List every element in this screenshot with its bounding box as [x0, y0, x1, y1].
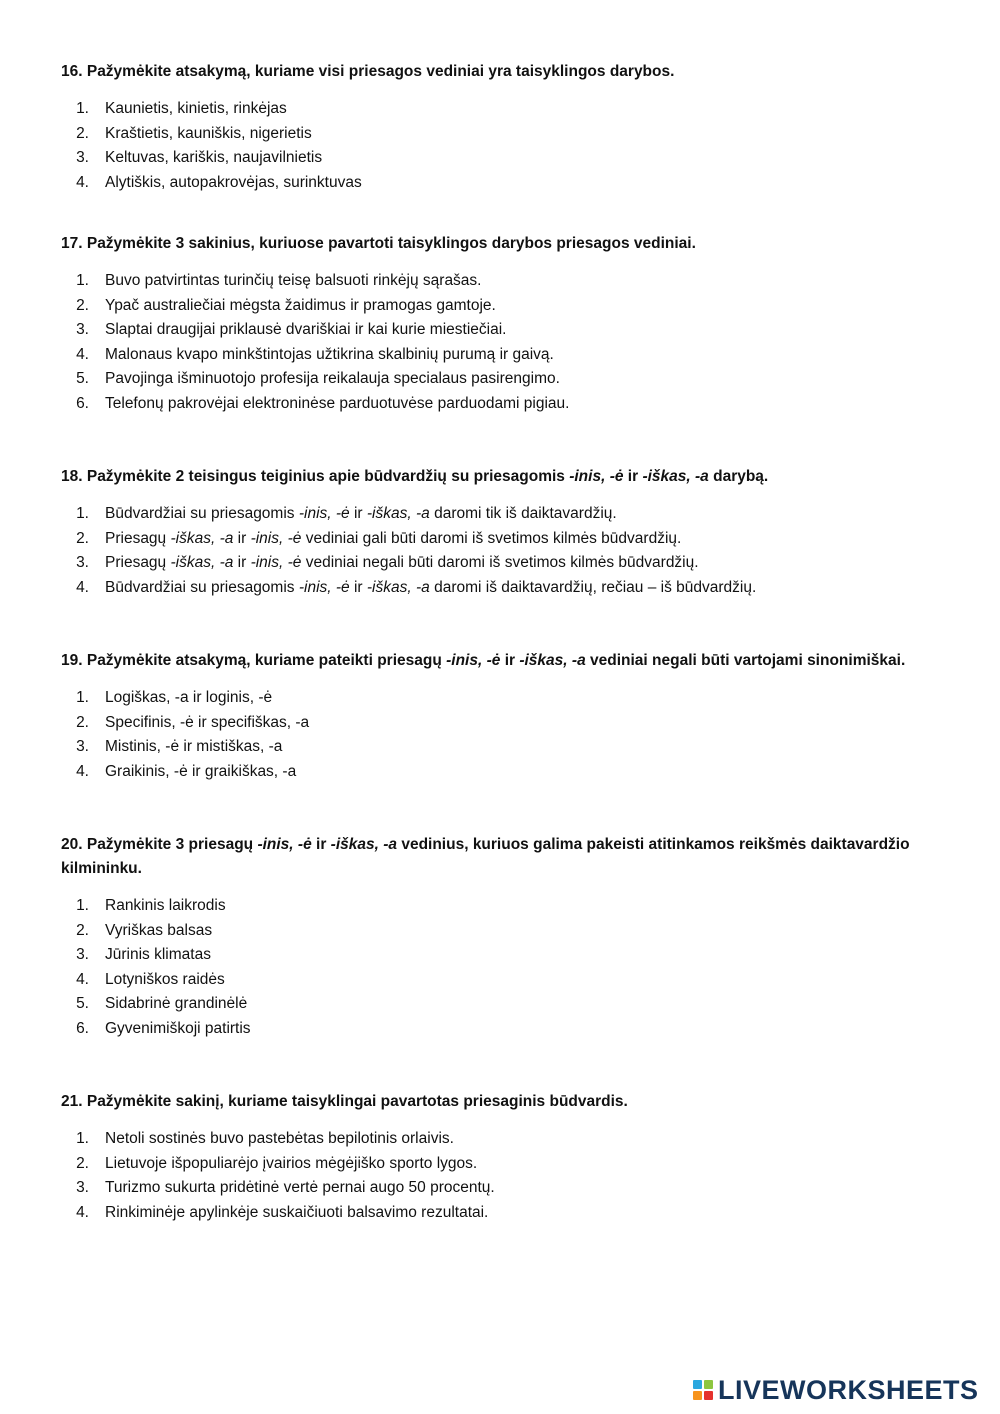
text-segment: Būdvardžiai su priesagomis [105, 578, 299, 596]
text-segment: Lotyniškos raidės [105, 970, 225, 988]
italic-suffix-text: -inis, -ė [257, 836, 312, 853]
italic-suffix-text: -iškas, -a [642, 468, 709, 485]
option-number: 5. [76, 370, 89, 387]
text-segment: vediniai negali būti vartojami sinonimiškai. [585, 652, 906, 669]
text-segment: Būdvardžiai su priesagomis [105, 505, 299, 522]
text-segment: ir [233, 554, 251, 571]
text-segment: ir [500, 652, 520, 669]
logo-square-i [704, 1380, 713, 1389]
option-text [105, 760, 296, 785]
option-number: 1. [76, 272, 89, 289]
liveworksheets-logo-icon [693, 1380, 713, 1400]
text-segment: daromi iš daiktavardžių, rečiau – iš būdvardžių. [429, 578, 757, 596]
option-text [105, 343, 554, 368]
option-text [105, 269, 482, 294]
text-segment: Netoli sostinės buvo pastebėtas bepilotinis orlaivis. [105, 1130, 454, 1147]
italic-suffix-text: -iškas, -a [330, 836, 398, 853]
answer-option[interactable] [61, 294, 951, 319]
option-text [105, 146, 322, 171]
question-title [61, 833, 951, 881]
text-segment: Kraštietis, kauniškis, nigerietis [105, 124, 312, 142]
text-segment: Priesagų [105, 554, 171, 571]
option-number: 4. [76, 762, 89, 780]
text-segment: Vyriškas balsas [105, 921, 213, 939]
option-text [105, 318, 506, 343]
text-segment: ir [311, 836, 331, 853]
text-segment: Priesagų [105, 529, 171, 547]
logo-square-e [704, 1391, 713, 1400]
logo-square-l [693, 1380, 702, 1389]
option-number: 2. [76, 124, 89, 142]
text-segment: Buvo patvirtintas turinčių teisę balsuoti rinkėjų sąrašas. [105, 272, 482, 289]
text-segment: 21. Pažymėkite sakinį, kuriame taisyklingai pavartotas priesaginis būdvardis. [61, 1093, 628, 1110]
italic-suffix-text: -inis, -ė [446, 652, 501, 669]
text-segment: Slaptai draugijai priklausė dvariškiai ir kai kurie miestiečiai. [105, 321, 507, 338]
option-number: 2. [76, 296, 89, 314]
option-text [105, 1017, 251, 1042]
option-number: 1. [76, 897, 89, 914]
option-text [105, 1201, 488, 1226]
text-segment: Lietuvoje išpopuliarėjo įvairios mėgėjiško sporto lygos. [105, 1154, 478, 1172]
answer-option[interactable] [61, 711, 951, 736]
text-segment: 17. Pažymėkite 3 sakinius, kuriuose pavartoti taisyklingos darybos priesagos vediniai. [61, 235, 696, 252]
question-19 [61, 649, 951, 784]
option-number: 4. [76, 1203, 89, 1221]
text-segment: darybą. [708, 468, 769, 485]
text-segment: 20. Pažymėkite 3 priesagų [61, 836, 258, 853]
option-number: 6. [76, 394, 89, 412]
text-segment: Kaunietis, kinietis, rinkėjas [105, 100, 287, 117]
option-number: 3. [76, 946, 89, 963]
text-segment: daromi tik iš daiktavardžių. [429, 505, 617, 522]
text-segment: Pavojinga išminuotojo profesija reikalauja specialaus pasirengimo. [105, 370, 560, 387]
worksheet-page [61, 60, 951, 1225]
answer-option[interactable] [61, 97, 951, 122]
question-title [61, 232, 951, 256]
answer-option[interactable] [61, 502, 951, 527]
italic-suffix-text: -iškas, -a [366, 505, 430, 522]
answer-option[interactable] [61, 943, 951, 968]
option-number: 5. [76, 995, 89, 1012]
answer-option[interactable] [61, 760, 951, 785]
option-number: 3. [76, 738, 89, 755]
question-18 [61, 465, 951, 600]
option-number: 6. [76, 1019, 89, 1037]
logo-square-v [693, 1391, 702, 1400]
text-segment: Graikinis, -ė ir graikiškas, -a [105, 762, 297, 780]
option-text [105, 392, 569, 417]
question-title [61, 60, 951, 84]
answer-option[interactable] [61, 576, 951, 601]
option-text [105, 894, 226, 919]
logo-text: LIVEWORKSHEETS [718, 1375, 979, 1405]
option-number: 2. [76, 529, 89, 547]
answer-option[interactable] [61, 894, 951, 919]
question-20 [61, 833, 951, 1041]
options-list [61, 502, 951, 600]
option-text [105, 502, 617, 527]
option-text [105, 1127, 454, 1152]
answer-option[interactable] [61, 919, 951, 944]
option-number: 3. [76, 1179, 89, 1196]
italic-suffix-text: -iškas, -a [519, 652, 586, 669]
answer-option[interactable] [61, 1201, 951, 1226]
option-number: 4. [76, 345, 89, 363]
answer-option[interactable] [61, 968, 951, 993]
text-segment: ir [349, 505, 367, 522]
option-number: 1. [76, 100, 89, 117]
question-title [61, 1090, 951, 1114]
text-segment: ir [233, 529, 251, 547]
italic-suffix-text: -iškas, -a [170, 529, 234, 547]
text-segment: Alytiškis, autopakrovėjas, surinktuvas [105, 173, 362, 191]
option-text [105, 527, 681, 552]
option-text [105, 1176, 495, 1201]
option-text [105, 97, 287, 122]
liveworksheets-logo[interactable] [693, 1376, 979, 1404]
text-segment: Rankinis laikrodis [105, 897, 226, 914]
text-segment: vedinius, kuriuos galima pakeisti atitinkamos reikšmės daiktavardžio kilmininku. [61, 836, 910, 877]
text-segment: 16. Pažymėkite atsakymą, kuriame visi priesagos vediniai yra taisyklingos darybos. [61, 63, 675, 80]
text-segment: Sidabrinė grandinėlė [105, 995, 248, 1012]
text-segment: Keltuvas, kariškis, naujavilnietis [105, 149, 323, 166]
option-text [105, 171, 362, 196]
answer-option[interactable] [61, 1152, 951, 1177]
answer-option[interactable] [61, 735, 951, 760]
text-segment: Telefonų pakrovėjai elektroninėse parduotuvėse parduodami pigiau. [105, 394, 570, 412]
option-number: 4. [76, 578, 89, 596]
options-list [61, 1127, 951, 1225]
option-text [105, 919, 212, 944]
text-segment: Mistinis, -ė ir mistiškas, -a [105, 738, 283, 755]
text-segment: vediniai gali būti daromi iš svetimos kilmės būdvardžių. [301, 529, 682, 547]
question-title [61, 649, 951, 673]
option-number: 2. [76, 713, 89, 731]
text-segment: Logiškas, -a ir loginis, -ė [105, 689, 273, 706]
option-text [105, 943, 211, 968]
italic-suffix-text: -inis, -ė [250, 529, 302, 547]
text-segment: ir [623, 468, 643, 485]
answer-option[interactable] [61, 146, 951, 171]
option-text [105, 968, 225, 993]
option-number: 3. [76, 554, 89, 571]
answer-option[interactable] [61, 122, 951, 147]
text-segment: vediniai negali būti daromi iš svetimos kilmės būdvardžių. [301, 554, 699, 571]
italic-suffix-text: -inis, -ė [569, 468, 624, 485]
answer-option[interactable] [61, 318, 951, 343]
italic-suffix-text: -iškas, -a [170, 554, 234, 571]
option-text [105, 992, 247, 1017]
text-segment: Ypač australiečiai mėgsta žaidimus ir pramogas gamtoje. [105, 296, 496, 314]
text-segment: 18. Pažymėkite 2 teisingus teiginius apie būdvardžių su priesagomis [61, 468, 570, 485]
text-segment: ir [349, 578, 367, 596]
options-list [61, 686, 951, 784]
option-number: 4. [76, 173, 89, 191]
answer-option[interactable] [61, 686, 951, 711]
option-number: 1. [76, 505, 89, 522]
text-segment: Gyvenimiškoji patirtis [105, 1019, 251, 1037]
text-segment: Turizmo sukurta pridėtinė vertė pernai augo 50 procentų. [105, 1179, 495, 1196]
option-text [105, 294, 496, 319]
text-segment: Malonaus kvapo minkštintojas užtikrina skalbinių purumą ir gaivą. [105, 345, 554, 363]
option-number: 2. [76, 921, 89, 939]
question-title [61, 465, 951, 489]
option-number: 1. [76, 1130, 89, 1147]
question-16 [61, 60, 951, 195]
answer-option[interactable] [61, 527, 951, 552]
text-segment: Specifinis, -ė ir specifiškas, -a [105, 713, 310, 731]
answer-option[interactable] [61, 269, 951, 294]
answer-option[interactable] [61, 367, 951, 392]
options-list [61, 97, 951, 195]
answer-option[interactable] [61, 1017, 951, 1042]
option-number: 3. [76, 149, 89, 166]
answer-option[interactable] [61, 392, 951, 417]
answer-option[interactable] [61, 992, 951, 1017]
option-text [105, 711, 309, 736]
question-21 [61, 1090, 951, 1225]
option-text [105, 686, 272, 711]
option-number: 1. [76, 689, 89, 706]
option-number: 2. [76, 1154, 89, 1172]
answer-option[interactable] [61, 1127, 951, 1152]
italic-suffix-text: -iškas, -a [366, 578, 430, 596]
answer-option[interactable] [61, 551, 951, 576]
text-segment: Rinkiminėje apylinkėje suskaičiuoti balsavimo rezultatai. [105, 1203, 489, 1221]
italic-suffix-text: -inis, -ė [250, 554, 302, 571]
option-number: 3. [76, 321, 89, 338]
options-list [61, 269, 951, 416]
italic-suffix-text: -inis, -ė [298, 578, 350, 596]
answer-option[interactable] [61, 171, 951, 196]
italic-suffix-text: -inis, -ė [298, 505, 350, 522]
option-text [105, 367, 560, 392]
text-segment: Jūrinis klimatas [105, 946, 211, 963]
option-number: 4. [76, 970, 89, 988]
text-segment: 19. Pažymėkite atsakymą, kuriame pateikti priesagų [61, 652, 447, 669]
option-text [105, 576, 756, 601]
option-text [105, 735, 282, 760]
answer-option[interactable] [61, 343, 951, 368]
options-list [61, 894, 951, 1041]
option-text [105, 551, 699, 576]
question-17 [61, 232, 951, 416]
option-text [105, 122, 312, 147]
option-text [105, 1152, 477, 1177]
answer-option[interactable] [61, 1176, 951, 1201]
